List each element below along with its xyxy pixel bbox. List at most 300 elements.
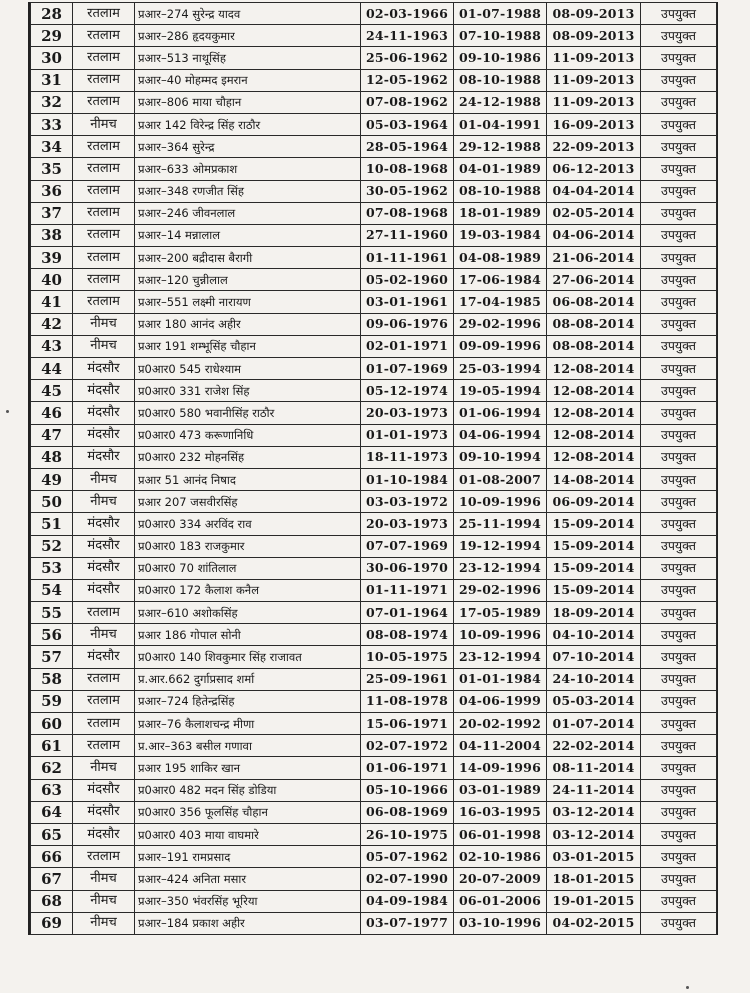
name-cell: प्रआर 180 आनंद अहीर bbox=[135, 313, 361, 335]
serial-number-cell: 34 bbox=[31, 136, 73, 158]
appointment-date-cell: 23-12-1994 bbox=[454, 557, 547, 579]
appointment-date-cell: 06-01-1998 bbox=[454, 823, 547, 845]
birth-date-cell: 02-07-1990 bbox=[361, 868, 454, 890]
personnel-table bbox=[30, 2, 717, 935]
table-row bbox=[31, 91, 717, 113]
serial-number-cell: 46 bbox=[31, 402, 73, 424]
district-cell: नीमच bbox=[73, 491, 135, 513]
table-row bbox=[31, 868, 717, 890]
district-cell: नीमच bbox=[73, 912, 135, 934]
appointment-date-cell: 20-07-2009 bbox=[454, 868, 547, 890]
serial-number-cell: 59 bbox=[31, 690, 73, 712]
date-cell: 18-01-2015 bbox=[547, 868, 641, 890]
table-row bbox=[31, 136, 717, 158]
appointment-date-cell: 01-06-1994 bbox=[454, 402, 547, 424]
appointment-date-cell: 04-06-1994 bbox=[454, 424, 547, 446]
birth-date-cell: 28-05-1964 bbox=[361, 136, 454, 158]
serial-number-cell: 48 bbox=[31, 446, 73, 468]
appointment-date-cell: 17-05-1989 bbox=[454, 602, 547, 624]
remark-cell: उपयुक्त bbox=[641, 247, 717, 269]
serial-number-cell: 60 bbox=[31, 713, 73, 735]
table-row bbox=[31, 180, 717, 202]
name-cell: प्रआर–184 प्रकाश अहीर bbox=[135, 912, 361, 934]
date-cell: 11-09-2013 bbox=[547, 69, 641, 91]
birth-date-cell: 30-06-1970 bbox=[361, 557, 454, 579]
birth-date-cell: 20-03-1973 bbox=[361, 513, 454, 535]
date-cell: 04-02-2015 bbox=[547, 912, 641, 934]
name-cell: प्र0आर0 356 फूलसिंह चौहान bbox=[135, 801, 361, 823]
remark-cell: उपयुक्त bbox=[641, 690, 717, 712]
remark-cell: उपयुक्त bbox=[641, 579, 717, 601]
date-cell: 01-07-2014 bbox=[547, 713, 641, 735]
table-row bbox=[31, 313, 717, 335]
name-cell: प्रआर–200 बद्रीदास बैरागी bbox=[135, 247, 361, 269]
table-row bbox=[31, 247, 717, 269]
table-row bbox=[31, 823, 717, 845]
remark-cell: उपयुक्त bbox=[641, 846, 717, 868]
appointment-date-cell: 04-08-1989 bbox=[454, 247, 547, 269]
serial-number-cell: 54 bbox=[31, 579, 73, 601]
appointment-date-cell: 03-10-1996 bbox=[454, 912, 547, 934]
birth-date-cell: 03-03-1972 bbox=[361, 491, 454, 513]
district-cell: रतलाम bbox=[73, 269, 135, 291]
district-cell: मंदसौर bbox=[73, 513, 135, 535]
district-cell: रतलाम bbox=[73, 47, 135, 69]
remark-cell: उपयुक्त bbox=[641, 224, 717, 246]
date-cell: 12-08-2014 bbox=[547, 358, 641, 380]
table-row bbox=[31, 757, 717, 779]
remark-cell: उपयुक्त bbox=[641, 47, 717, 69]
serial-number-cell: 31 bbox=[31, 69, 73, 91]
table-row bbox=[31, 735, 717, 757]
appointment-date-cell: 01-08-2007 bbox=[454, 468, 547, 490]
remark-cell: उपयुक्त bbox=[641, 91, 717, 113]
name-cell: प्रआर 186 गोपाल सोनी bbox=[135, 624, 361, 646]
date-cell: 03-12-2014 bbox=[547, 823, 641, 845]
birth-date-cell: 10-05-1975 bbox=[361, 646, 454, 668]
birth-date-cell: 05-03-1964 bbox=[361, 113, 454, 135]
date-cell: 22-02-2014 bbox=[547, 735, 641, 757]
date-cell: 12-08-2014 bbox=[547, 446, 641, 468]
appointment-date-cell: 10-09-1996 bbox=[454, 491, 547, 513]
name-cell: प्र0आर0 70 शांतिलाल bbox=[135, 557, 361, 579]
serial-number-cell: 51 bbox=[31, 513, 73, 535]
name-cell: प्रआर–424 अनिता मसार bbox=[135, 868, 361, 890]
date-cell: 08-08-2014 bbox=[547, 335, 641, 357]
name-cell: प्र0आर0 183 राजकुमार bbox=[135, 535, 361, 557]
birth-date-cell: 01-01-1973 bbox=[361, 424, 454, 446]
district-cell: मंदसौर bbox=[73, 424, 135, 446]
birth-date-cell: 11-08-1978 bbox=[361, 690, 454, 712]
appointment-date-cell: 08-10-1988 bbox=[454, 69, 547, 91]
birth-date-cell: 03-07-1977 bbox=[361, 912, 454, 934]
remark-cell: उपयुक्त bbox=[641, 557, 717, 579]
serial-number-cell: 49 bbox=[31, 468, 73, 490]
date-cell: 04-04-2014 bbox=[547, 180, 641, 202]
name-cell: प्र0आर0 482 मदन सिंह डोडिया bbox=[135, 779, 361, 801]
birth-date-cell: 27-11-1960 bbox=[361, 224, 454, 246]
appointment-date-cell: 09-10-1986 bbox=[454, 47, 547, 69]
date-cell: 05-03-2014 bbox=[547, 690, 641, 712]
appointment-date-cell: 07-10-1988 bbox=[454, 25, 547, 47]
district-cell: नीमच bbox=[73, 468, 135, 490]
appointment-date-cell: 04-11-2004 bbox=[454, 735, 547, 757]
appointment-date-cell: 10-09-1996 bbox=[454, 624, 547, 646]
district-cell: मंदसौर bbox=[73, 358, 135, 380]
serial-number-cell: 28 bbox=[31, 3, 73, 25]
name-cell: प्रआर 207 जसवीरसिंह bbox=[135, 491, 361, 513]
birth-date-cell: 07-07-1969 bbox=[361, 535, 454, 557]
table-row bbox=[31, 69, 717, 91]
appointment-date-cell: 09-09-1996 bbox=[454, 335, 547, 357]
date-cell: 06-08-2014 bbox=[547, 291, 641, 313]
remark-cell: उपयुक्त bbox=[641, 624, 717, 646]
table-row bbox=[31, 158, 717, 180]
date-cell: 03-12-2014 bbox=[547, 801, 641, 823]
birth-date-cell: 07-08-1962 bbox=[361, 91, 454, 113]
serial-number-cell: 69 bbox=[31, 912, 73, 934]
name-cell: प्रआर–806 माया चौहान bbox=[135, 91, 361, 113]
table-row bbox=[31, 713, 717, 735]
name-cell: प्र0आर0 334 अरविंद राव bbox=[135, 513, 361, 535]
appointment-date-cell: 23-12-1994 bbox=[454, 646, 547, 668]
appointment-date-cell: 19-03-1984 bbox=[454, 224, 547, 246]
appointment-date-cell: 17-06-1984 bbox=[454, 269, 547, 291]
date-cell: 24-11-2014 bbox=[547, 779, 641, 801]
birth-date-cell: 02-07-1972 bbox=[361, 735, 454, 757]
remark-cell: उपयुक्त bbox=[641, 136, 717, 158]
district-cell: नीमच bbox=[73, 890, 135, 912]
table-row bbox=[31, 491, 717, 513]
district-cell: रतलाम bbox=[73, 69, 135, 91]
table-row bbox=[31, 202, 717, 224]
date-cell: 12-08-2014 bbox=[547, 380, 641, 402]
scan-speck bbox=[686, 986, 689, 989]
appointment-date-cell: 03-01-1989 bbox=[454, 779, 547, 801]
birth-date-cell: 25-09-1961 bbox=[361, 668, 454, 690]
name-cell: प्र.आर.662 दुर्गाप्रसाद शर्मा bbox=[135, 668, 361, 690]
remark-cell: उपयुक्त bbox=[641, 402, 717, 424]
date-cell: 15-09-2014 bbox=[547, 579, 641, 601]
district-cell: मंदसौर bbox=[73, 779, 135, 801]
name-cell: प्रआर 51 आनंद निषाद bbox=[135, 468, 361, 490]
table-row bbox=[31, 690, 717, 712]
birth-date-cell: 20-03-1973 bbox=[361, 402, 454, 424]
district-cell: रतलाम bbox=[73, 690, 135, 712]
name-cell: प्रआर–633 ओमप्रकाश bbox=[135, 158, 361, 180]
birth-date-cell: 01-10-1984 bbox=[361, 468, 454, 490]
serial-number-cell: 63 bbox=[31, 779, 73, 801]
name-cell: प्रआर–14 मन्नालाल bbox=[135, 224, 361, 246]
remark-cell: उपयुक्त bbox=[641, 912, 717, 934]
district-cell: मंदसौर bbox=[73, 557, 135, 579]
name-cell: प्र.आर–363 बसील गणावा bbox=[135, 735, 361, 757]
serial-number-cell: 42 bbox=[31, 313, 73, 335]
remark-cell: उपयुक्त bbox=[641, 158, 717, 180]
date-cell: 11-09-2013 bbox=[547, 91, 641, 113]
district-cell: नीमच bbox=[73, 313, 135, 335]
table-row bbox=[31, 3, 717, 25]
serial-number-cell: 55 bbox=[31, 602, 73, 624]
district-cell: मंदसौर bbox=[73, 823, 135, 845]
name-cell: प्रआर–76 कैलाशचन्द्र मीणा bbox=[135, 713, 361, 735]
serial-number-cell: 29 bbox=[31, 25, 73, 47]
birth-date-cell: 18-11-1973 bbox=[361, 446, 454, 468]
district-cell: रतलाम bbox=[73, 713, 135, 735]
date-cell: 27-06-2014 bbox=[547, 269, 641, 291]
remark-cell: उपयुक्त bbox=[641, 446, 717, 468]
date-cell: 02-05-2014 bbox=[547, 202, 641, 224]
table-row bbox=[31, 513, 717, 535]
remark-cell: उपयुक्त bbox=[641, 491, 717, 513]
serial-number-cell: 30 bbox=[31, 47, 73, 69]
appointment-date-cell: 09-10-1994 bbox=[454, 446, 547, 468]
birth-date-cell: 24-11-1963 bbox=[361, 25, 454, 47]
remark-cell: उपयुक्त bbox=[641, 713, 717, 735]
district-cell: रतलाम bbox=[73, 3, 135, 25]
remark-cell: उपयुक्त bbox=[641, 779, 717, 801]
birth-date-cell: 07-01-1964 bbox=[361, 602, 454, 624]
district-cell: रतलाम bbox=[73, 136, 135, 158]
name-cell: प्रआर–246 जीवनलाल bbox=[135, 202, 361, 224]
remark-cell: उपयुक्त bbox=[641, 180, 717, 202]
date-cell: 12-08-2014 bbox=[547, 424, 641, 446]
date-cell: 16-09-2013 bbox=[547, 113, 641, 135]
district-cell: नीमच bbox=[73, 757, 135, 779]
table-row bbox=[31, 47, 717, 69]
remark-cell: उपयुक्त bbox=[641, 646, 717, 668]
district-cell: मंदसौर bbox=[73, 801, 135, 823]
table-row bbox=[31, 113, 717, 135]
table-row bbox=[31, 446, 717, 468]
table-row bbox=[31, 602, 717, 624]
remark-cell: उपयुक्त bbox=[641, 202, 717, 224]
serial-number-cell: 67 bbox=[31, 868, 73, 890]
date-cell: 08-09-2013 bbox=[547, 25, 641, 47]
remark-cell: उपयुक्त bbox=[641, 291, 717, 313]
serial-number-cell: 62 bbox=[31, 757, 73, 779]
remark-cell: उपयुक्त bbox=[641, 25, 717, 47]
name-cell: प्र0आर0 172 कैलाश कनैल bbox=[135, 579, 361, 601]
table-row bbox=[31, 25, 717, 47]
appointment-date-cell: 25-03-1994 bbox=[454, 358, 547, 380]
date-cell: 08-08-2014 bbox=[547, 313, 641, 335]
name-cell: प्र0आर0 545 राधेश्याम bbox=[135, 358, 361, 380]
district-cell: मंदसौर bbox=[73, 535, 135, 557]
appointment-date-cell: 01-07-1988 bbox=[454, 3, 547, 25]
birth-date-cell: 04-09-1984 bbox=[361, 890, 454, 912]
serial-number-cell: 36 bbox=[31, 180, 73, 202]
birth-date-cell: 05-07-1962 bbox=[361, 846, 454, 868]
table-row bbox=[31, 779, 717, 801]
name-cell: प्रआर–610 अशोकसिंह bbox=[135, 602, 361, 624]
date-cell: 06-09-2014 bbox=[547, 491, 641, 513]
appointment-date-cell: 29-02-1996 bbox=[454, 313, 547, 335]
date-cell: 04-06-2014 bbox=[547, 224, 641, 246]
serial-number-cell: 66 bbox=[31, 846, 73, 868]
table-row bbox=[31, 380, 717, 402]
district-cell: नीमच bbox=[73, 868, 135, 890]
serial-number-cell: 68 bbox=[31, 890, 73, 912]
serial-number-cell: 44 bbox=[31, 358, 73, 380]
birth-date-cell: 12-05-1962 bbox=[361, 69, 454, 91]
date-cell: 15-09-2014 bbox=[547, 513, 641, 535]
table-row bbox=[31, 646, 717, 668]
appointment-date-cell: 17-04-1985 bbox=[454, 291, 547, 313]
date-cell: 11-09-2013 bbox=[547, 47, 641, 69]
remark-cell: उपयुक्त bbox=[641, 335, 717, 357]
name-cell: प्रआर 195 शाकिर खान bbox=[135, 757, 361, 779]
birth-date-cell: 06-08-1969 bbox=[361, 801, 454, 823]
birth-date-cell: 01-07-1969 bbox=[361, 358, 454, 380]
district-cell: नीमच bbox=[73, 113, 135, 135]
appointment-date-cell: 19-12-1994 bbox=[454, 535, 547, 557]
birth-date-cell: 09-06-1976 bbox=[361, 313, 454, 335]
name-cell: प्रआर–513 नाथूसिंह bbox=[135, 47, 361, 69]
appointment-date-cell: 29-12-1988 bbox=[454, 136, 547, 158]
name-cell: प्र0आर0 140 शिवकुमार सिंह राजावत bbox=[135, 646, 361, 668]
name-cell: प्रआर–350 भंवरसिंह भूरिया bbox=[135, 890, 361, 912]
appointment-date-cell: 02-10-1986 bbox=[454, 846, 547, 868]
remark-cell: उपयुक्त bbox=[641, 513, 717, 535]
appointment-date-cell: 16-03-1995 bbox=[454, 801, 547, 823]
name-cell: प्रआर–551 लक्ष्मी नारायण bbox=[135, 291, 361, 313]
district-cell: रतलाम bbox=[73, 602, 135, 624]
table-row bbox=[31, 424, 717, 446]
date-cell: 24-10-2014 bbox=[547, 668, 641, 690]
birth-date-cell: 26-10-1975 bbox=[361, 823, 454, 845]
birth-date-cell: 05-12-1974 bbox=[361, 380, 454, 402]
district-cell: रतलाम bbox=[73, 180, 135, 202]
appointment-date-cell: 14-09-1996 bbox=[454, 757, 547, 779]
document-sheet bbox=[28, 2, 718, 935]
table-row bbox=[31, 402, 717, 424]
date-cell: 22-09-2013 bbox=[547, 136, 641, 158]
date-cell: 19-01-2015 bbox=[547, 890, 641, 912]
table-row bbox=[31, 846, 717, 868]
name-cell: प्रआर 142 विरेन्द्र सिंह राठौर bbox=[135, 113, 361, 135]
table-row bbox=[31, 358, 717, 380]
district-cell: मंदसौर bbox=[73, 446, 135, 468]
name-cell: प्रआर–120 चुन्नीलाल bbox=[135, 269, 361, 291]
table-row bbox=[31, 912, 717, 934]
appointment-date-cell: 29-02-1996 bbox=[454, 579, 547, 601]
birth-date-cell: 01-11-1961 bbox=[361, 247, 454, 269]
appointment-date-cell: 01-04-1991 bbox=[454, 113, 547, 135]
remark-cell: उपयुक्त bbox=[641, 535, 717, 557]
date-cell: 04-10-2014 bbox=[547, 624, 641, 646]
district-cell: नीमच bbox=[73, 335, 135, 357]
serial-number-cell: 32 bbox=[31, 91, 73, 113]
table-row bbox=[31, 335, 717, 357]
serial-number-cell: 61 bbox=[31, 735, 73, 757]
remark-cell: उपयुक्त bbox=[641, 735, 717, 757]
name-cell: प्रआर 191 शम्भूसिंह चौहान bbox=[135, 335, 361, 357]
serial-number-cell: 53 bbox=[31, 557, 73, 579]
name-cell: प्र0आर0 473 करूणानिधि bbox=[135, 424, 361, 446]
remark-cell: उपयुक्त bbox=[641, 668, 717, 690]
appointment-date-cell: 04-06-1999 bbox=[454, 690, 547, 712]
date-cell: 08-09-2013 bbox=[547, 3, 641, 25]
serial-number-cell: 35 bbox=[31, 158, 73, 180]
table-row bbox=[31, 224, 717, 246]
district-cell: रतलाम bbox=[73, 91, 135, 113]
name-cell: प्रआर–191 रामप्रसाद bbox=[135, 846, 361, 868]
remark-cell: उपयुक्त bbox=[641, 380, 717, 402]
birth-date-cell: 07-08-1968 bbox=[361, 202, 454, 224]
district-cell: रतलाम bbox=[73, 224, 135, 246]
serial-number-cell: 57 bbox=[31, 646, 73, 668]
name-cell: प्रआर–40 मोहम्मद इमरान bbox=[135, 69, 361, 91]
scan-speck bbox=[6, 410, 9, 413]
table-row bbox=[31, 801, 717, 823]
district-cell: मंदसौर bbox=[73, 380, 135, 402]
date-cell: 15-09-2014 bbox=[547, 535, 641, 557]
remark-cell: उपयुक्त bbox=[641, 69, 717, 91]
appointment-date-cell: 01-01-1984 bbox=[454, 668, 547, 690]
date-cell: 14-08-2014 bbox=[547, 468, 641, 490]
remark-cell: उपयुक्त bbox=[641, 113, 717, 135]
date-cell: 18-09-2014 bbox=[547, 602, 641, 624]
date-cell: 21-06-2014 bbox=[547, 247, 641, 269]
birth-date-cell: 01-06-1971 bbox=[361, 757, 454, 779]
serial-number-cell: 41 bbox=[31, 291, 73, 313]
remark-cell: उपयुक्त bbox=[641, 890, 717, 912]
appointment-date-cell: 25-11-1994 bbox=[454, 513, 547, 535]
appointment-date-cell: 19-05-1994 bbox=[454, 380, 547, 402]
birth-date-cell: 01-11-1971 bbox=[361, 579, 454, 601]
district-cell: रतलाम bbox=[73, 25, 135, 47]
name-cell: प्र0आर0 232 मोहनसिंह bbox=[135, 446, 361, 468]
date-cell: 03-01-2015 bbox=[547, 846, 641, 868]
appointment-date-cell: 06-01-2006 bbox=[454, 890, 547, 912]
serial-number-cell: 39 bbox=[31, 247, 73, 269]
serial-number-cell: 43 bbox=[31, 335, 73, 357]
appointment-date-cell: 08-10-1988 bbox=[454, 180, 547, 202]
table-row bbox=[31, 269, 717, 291]
serial-number-cell: 45 bbox=[31, 380, 73, 402]
table-row bbox=[31, 535, 717, 557]
table-row bbox=[31, 624, 717, 646]
birth-date-cell: 25-06-1962 bbox=[361, 47, 454, 69]
name-cell: प्रआर–724 हितेन्द्रसिंह bbox=[135, 690, 361, 712]
district-cell: मंदसौर bbox=[73, 579, 135, 601]
serial-number-cell: 50 bbox=[31, 491, 73, 513]
date-cell: 06-12-2013 bbox=[547, 158, 641, 180]
name-cell: प्रआर–286 हृदयकुमार bbox=[135, 25, 361, 47]
birth-date-cell: 05-02-1960 bbox=[361, 269, 454, 291]
serial-number-cell: 56 bbox=[31, 624, 73, 646]
district-cell: रतलाम bbox=[73, 158, 135, 180]
table-row bbox=[31, 291, 717, 313]
district-cell: रतलाम bbox=[73, 202, 135, 224]
birth-date-cell: 10-08-1968 bbox=[361, 158, 454, 180]
serial-number-cell: 64 bbox=[31, 801, 73, 823]
appointment-date-cell: 04-01-1989 bbox=[454, 158, 547, 180]
remark-cell: उपयुक्त bbox=[641, 358, 717, 380]
district-cell: रतलाम bbox=[73, 846, 135, 868]
appointment-date-cell: 18-01-1989 bbox=[454, 202, 547, 224]
appointment-date-cell: 24-12-1988 bbox=[454, 91, 547, 113]
district-cell: नीमच bbox=[73, 624, 135, 646]
remark-cell: उपयुक्त bbox=[641, 424, 717, 446]
date-cell: 15-09-2014 bbox=[547, 557, 641, 579]
remark-cell: उपयुक्त bbox=[641, 269, 717, 291]
date-cell: 12-08-2014 bbox=[547, 402, 641, 424]
serial-number-cell: 33 bbox=[31, 113, 73, 135]
birth-date-cell: 30-05-1962 bbox=[361, 180, 454, 202]
name-cell: प्रआर–364 सुरेन्द्र bbox=[135, 136, 361, 158]
